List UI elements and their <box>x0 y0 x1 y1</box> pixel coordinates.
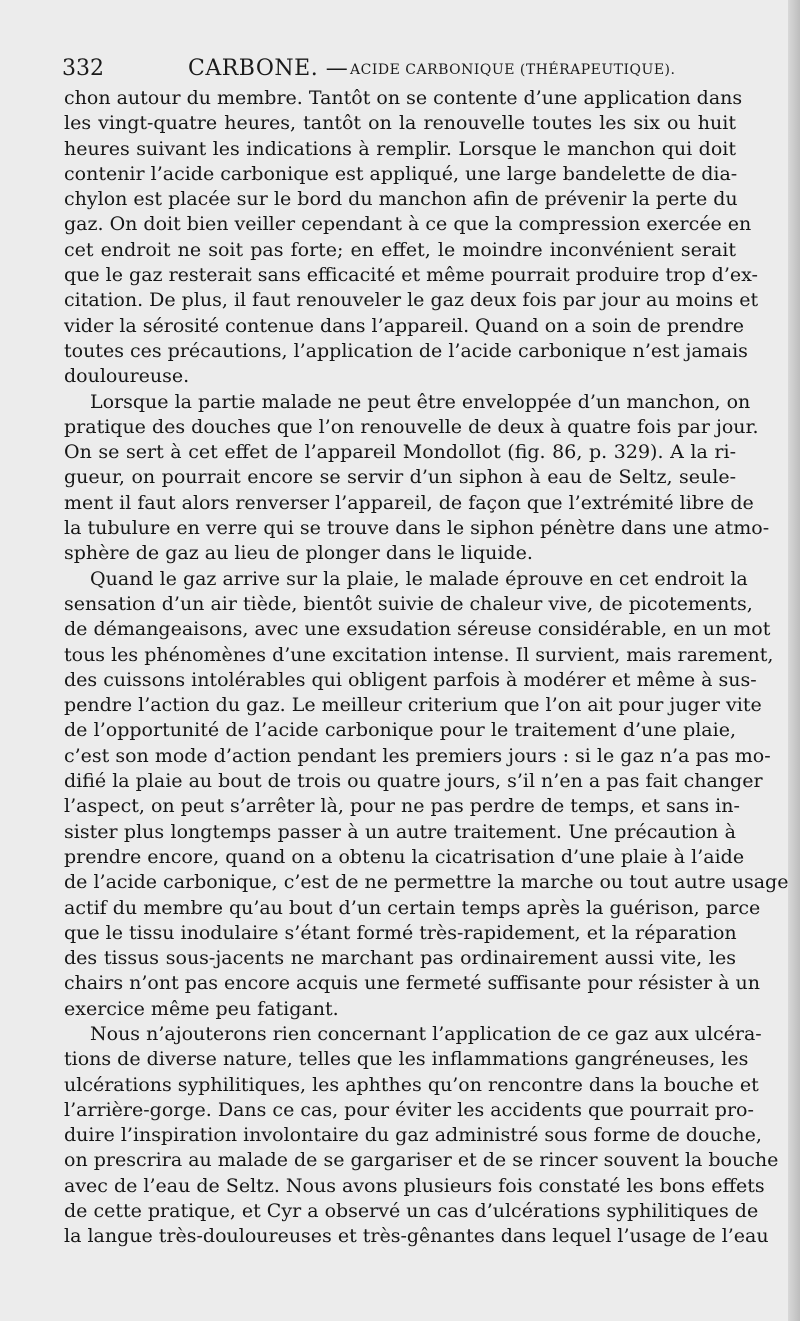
text-line: contenir l’acide carbonique est appliqué, une large bandelette de dia- <box>64 162 738 185</box>
text-line: de démangeaisons, avec une exsudation séreuse considérable, en un mot <box>64 618 771 641</box>
text-line: Lorsque la partie malade ne peut être enveloppée d’un manchon, on <box>90 390 751 413</box>
text-line: chairs n’ont pas encore acquis une fermeté suffisante pour résister à un <box>64 972 761 995</box>
text-line: que le gaz resterait sans efficacité et même pourrait produire trop d’ex- <box>64 264 758 287</box>
text-line: prendre encore, quand on a obtenu la cicatrisation d’une plaie à l’aide <box>64 845 745 868</box>
text-line: ulcérations syphilitiques, les aphthes qu’on rencontre dans la bouche et <box>64 1073 759 1096</box>
text-line: toutes ces précautions, l’application de l’acide carbonique n’est jamais <box>64 339 748 362</box>
text-line: sister plus longtemps passer à un autre traitement. Une précaution à <box>64 820 736 843</box>
text-line: la langue très-douloureuses et très-gênantes dans lequel l’usage de l’eau <box>64 1225 769 1248</box>
text-line: c’est son mode d’action pendant les premiers jours : si le gaz n’a pas mo- <box>64 744 771 767</box>
text-line: de l’opportunité de l’acide carbonique pour le traitement d’une plaie, <box>64 719 736 742</box>
text-line: des cuissons intolérables qui obligent parfois à modérer et même à sus- <box>64 668 757 691</box>
text-line: pendre l’action du gaz. Le meilleur criterium que l’on ait pour juger vite <box>64 694 762 717</box>
text-line: on prescrira au malade de se gargariser et de se rincer souvent la bouche <box>64 1149 779 1172</box>
text-line: Quand le gaz arrive sur la plaie, le malade éprouve en cet endroit la <box>90 567 748 590</box>
text-line: tous les phénomènes d’une excitation intense. Il survient, mais rarement, <box>64 643 774 666</box>
paragraph <box>64 567 789 1022</box>
text-line: On se sert à cet effet de l’appareil Mondollot (fig. 86, p. 329). A la ri- <box>64 441 736 464</box>
text-line: ment il faut alors renverser l’appareil, de façon que l’extrémité libre de <box>64 491 754 514</box>
text-line: actif du membre qu’au bout d’un certain temps après la guérison, parce <box>64 896 761 919</box>
paragraph <box>64 390 770 567</box>
text-line: vider la sérosité contenue dans l’appareil. Quand on a soin de prendre <box>64 314 745 337</box>
text-line: tions de diverse nature, telles que les inflammations gangréneuses, les <box>64 1048 749 1071</box>
text-line: de l’acide carbonique, c’est de ne permettre la marche ou tout autre usage <box>64 871 789 894</box>
text-line: douloureuse. <box>64 365 190 388</box>
text-line: l’arrière-gorge. Dans ce cas, pour éviter les accidents que pourrait pro- <box>64 1098 754 1121</box>
text-line: chylon est placée sur le bord du manchon afin de prévenir la perte du <box>64 188 738 211</box>
text-line: de cette pratique, et Cyr a observé un cas d’ulcérations syphilitiques de <box>64 1200 759 1223</box>
text-line: difié la plaie au bout de trois ou quatre jours, s’il n’en a pas fait changer <box>64 770 763 793</box>
text-line: l’aspect, on peut s’arrêter là, pour ne pas perdre de temps, et sans in- <box>64 795 740 818</box>
running-header <box>62 52 742 88</box>
text-line: exercice même peu fatigant. <box>64 997 339 1020</box>
paragraph <box>64 1022 779 1250</box>
text-line: les vingt-quatre heures, tantôt on la renouvelle toutes les six ou huit <box>64 112 736 135</box>
page-number: 332 <box>62 56 104 81</box>
text-line: citation. De plus, il faut renouveler le gaz deux fois par jour au moins et <box>64 289 759 312</box>
text-line: gaz. On doit bien veiller cependant à ce que la compression exercée en <box>64 213 752 236</box>
header-subtitle: ACIDE CARBONIQUE (THÉRAPEUTIQUE). <box>350 62 676 78</box>
text-line: des tissus sous-jacents ne marchant pas ordinairement aussi vite, les <box>64 947 736 970</box>
text-line: que le tissu inodulaire s’étant formé très-rapidement, et la réparation <box>64 921 737 944</box>
text-line: duire l’inspiration involontaire du gaz administré sous forme de douche, <box>64 1124 762 1147</box>
text-line: la tubulure en verre qui se trouve dans le siphon pénètre dans une atmo- <box>64 517 770 540</box>
text-line: Nous n’ajouterons rien concernant l’application de ce gaz aux ulcéra- <box>90 1022 762 1045</box>
header-title: CARBONE. — <box>188 56 349 81</box>
text-line: chon autour du membre. Tantôt on se contente d’une application dans <box>64 87 743 109</box>
page-gutter-shadow <box>788 0 800 1321</box>
text-line: cet endroit ne soit pas forte; en effet, le moindre inconvénient serait <box>64 238 736 261</box>
text-line: sensation d’un air tiède, bientôt suivie de chaleur vive, de picotements, <box>64 592 753 615</box>
text-line: pratique des douches que l’on renouvelle de deux à quatre fois par jour. <box>64 415 759 438</box>
text-line: sphère de gaz au lieu de plonger dans le liquide. <box>64 542 533 565</box>
text-line: heures suivant les indications à remplir. Lorsque le manchon qui doit <box>64 137 736 160</box>
paragraph <box>64 86 759 390</box>
text-line: gueur, on pourrait encore se servir d’un siphon à eau de Seltz, seule- <box>64 466 736 489</box>
body-text <box>64 86 789 1250</box>
text-line: avec de l’eau de Seltz. Nous avons plusieurs fois constaté les bons effets <box>64 1174 765 1197</box>
